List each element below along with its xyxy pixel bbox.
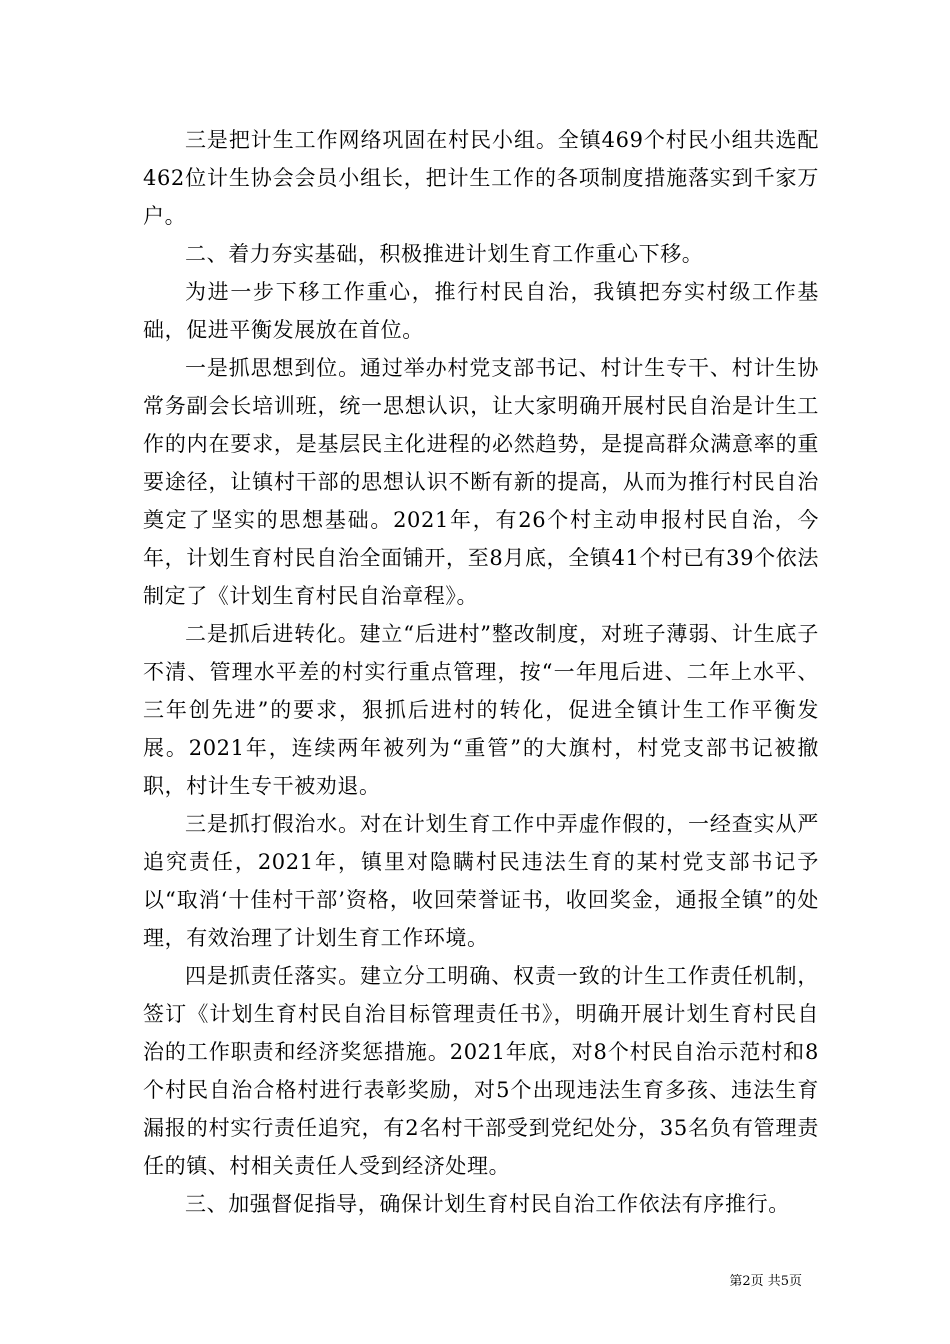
paragraph-section-two-intro: 为进一步下移工作重心，推行村民自治，我镇把夯实村级工作基础，促进平衡发展放在首位。 bbox=[143, 280, 819, 342]
paragraph-anti-fraud: 三是抓打假治水。对在计划生育工作中弄虚作假的，一经查实从严追究责任，2021年，镇里对隐瞒村民违法生育的某村党支部书记予以“取消‘十佳村干部’资格，收回荣誉证书，收回奖金，通报全镇”的处理，有效治理了计划生育工作环境。 bbox=[143, 812, 819, 950]
document-body bbox=[143, 121, 819, 1223]
page-number-footer: 第2页 共5页 bbox=[729, 1274, 802, 1289]
heading-section-three: 三、加强督促指导，确保计划生育村民自治工作依法有序推行。 bbox=[185, 1192, 790, 1216]
heading-section-two: 二、着力夯实基础，积极推进计划生育工作重心下移。 bbox=[185, 242, 704, 266]
paragraph-thought: 一是抓思想到位。通过举办村党支部书记、村计生专干、村计生协常务副会长培训班，统一思想认识，让大家明确开展村民自治是计生工作的内在要求，是基层民主化进程的必然趋势，是提高群众满意率的重要途径，让镇村干部的思想认识不断有新的提高，从而为推行村民自治奠定了坚实的思想基础。2021年，有26个村主动申报村民自治，今年，计划生育村民自治全面铺开，至8月底，全镇41个村已有39个依法制定了《计划生育村民自治章程》。 bbox=[143, 356, 819, 608]
paragraph-network-groups: 三是把计生工作网络巩固在村民小组。全镇469个村民小组共选配462位计生协会会员小组长，把计生工作的各项制度措施落实到千家万户。 bbox=[143, 128, 819, 228]
paragraph-backward-villages: 二是抓后进转化。建立“后进村”整改制度，对班子薄弱、计生底子不清、管理水平差的村实行重点管理，按“一年甩后进、二年上水平、三年创先进”的要求，狠抓后进村的转化，促进全镇计生工作平衡发展。2021年，连续两年被列为“重管”的大旗村，村党支部书记被撤职，村计生专干被劝退。 bbox=[143, 622, 819, 798]
paragraph-responsibility: 四是抓责任落实。建立分工明确、权责一致的计生工作责任机制，签订《计划生育村民自治目标管理责任书》，明确开展计划生育村民自治的工作职责和经济奖惩措施。2021年底，对8个村民自治示范村和8个村民自治合格村进行表彰奖励，对5个出现违法生育多孩、违法生育漏报的村实行责任追究，有2名村干部受到党纪处分，35名负有管理责任的镇、村相关责任人受到经济处理。 bbox=[143, 964, 819, 1178]
